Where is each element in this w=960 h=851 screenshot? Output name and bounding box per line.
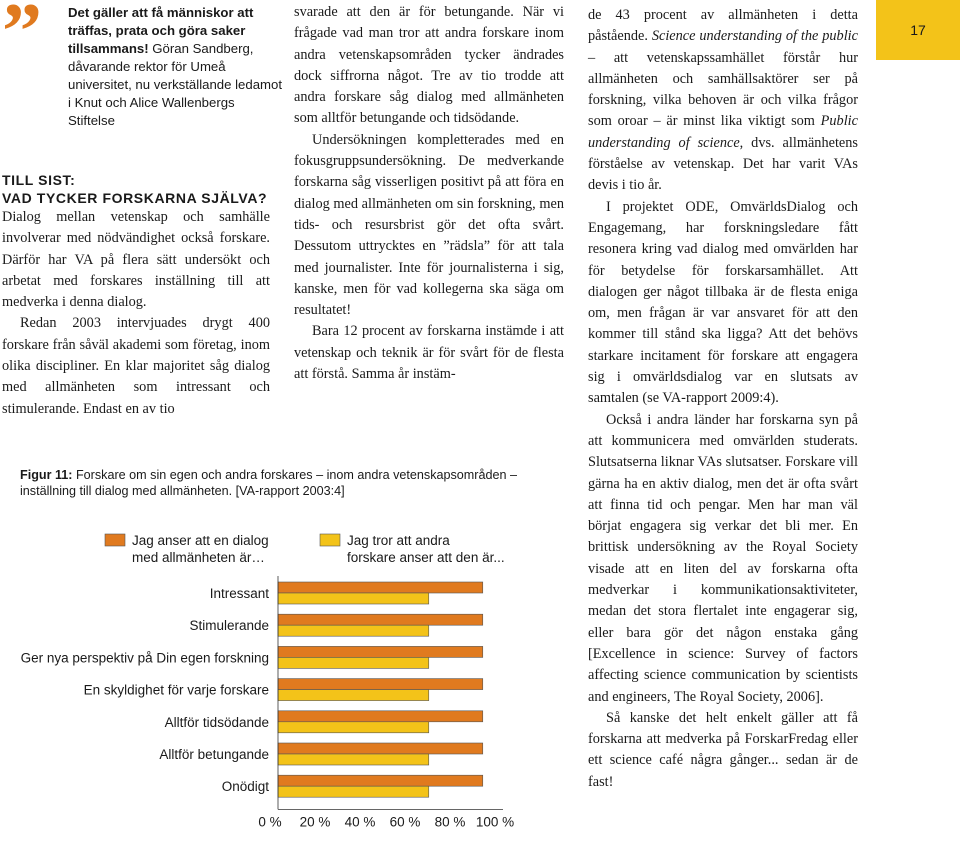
bar <box>278 614 483 625</box>
category-label: Onödigt <box>221 779 269 795</box>
body-column-1 <box>2 207 270 420</box>
legend-label: med allmänheten är… <box>132 550 265 565</box>
body-column-2 <box>294 2 564 385</box>
category-label: Alltför betungande <box>159 747 269 762</box>
x-tick-label: 40 % <box>344 814 376 830</box>
bar <box>278 743 483 754</box>
paragraph: Också i andra länder har forskarna syn på att kommunicera med omvärlden studerats. Slutsatserna liknar VAs slutsatser. Forskare vill gärna ha en aktiv dialog, men det är ofta svårt att finna tid och pengar. Men har man väl börjat engagera sig verkar det bli mer. En brittisk undersökning av the Royal Society visade att en liten del av forskarna ofta medverkar i kommunikationsaktiviteter, medan det stora flertalet inte engagerar sig, eller bara gör det någon enstaka gång [Excellence in science: Survey of factors affecting science communication by scientists and engineers, The Royal Society, 2006]. <box>588 411 858 705</box>
bar <box>278 711 483 722</box>
x-tick-label: 80 % <box>434 814 466 830</box>
x-tick-label: 20 % <box>299 814 331 830</box>
paragraph: Dialog mellan vetenskap och samhälle involverar med nödvändighet också forskare. Därför har VA på flera sätt undersökt och arbetat med forskares inställning till att medverka i denna dialog. <box>2 209 270 311</box>
category-label: En skyldighet för varje forskare <box>83 682 269 698</box>
category-label: Alltför tidsödande <box>164 714 269 730</box>
x-tick-label: 60 % <box>389 814 421 830</box>
bar <box>278 722 429 733</box>
body-column-3 <box>588 5 858 793</box>
legend-label: Jag anser att en dialog <box>132 533 269 548</box>
bar <box>278 679 483 690</box>
paragraph: I projektet ODE, OmvärldsDialog och Engagemang, har forskningsledare fått resonera kring vad dialog med omvärlden har för betydelse för forskarsamhället. Att dialogen ger något tillbaka är de flesta eniga om, men frågan är var ansvaret för att den kommer till stånd ska ligga? Att det behövs starkare incitament för forskare att engagera sig i omvärldsdialog var en slutsats av samtalen (se VA-rapport 2009:4). <box>588 198 858 407</box>
page-number: 17 <box>876 0 960 60</box>
emphasis: Science understanding of the public <box>651 28 858 45</box>
text-run: de 43 procent av allmänheten i detta påstående. <box>588 7 858 45</box>
bar <box>278 690 429 701</box>
section-heading-line2: VAD TYCKER FORSKARNA SJÄLVA? <box>2 190 268 206</box>
figure-caption <box>20 467 560 499</box>
bar <box>278 657 429 668</box>
legend-label: forskare anser att den är... <box>347 550 505 565</box>
figure-caption-text: Forskare om sin egen och andra forskares – inom andra vetenskapsområden – inställning till dialog med allmänheten. [VA-rapport 2003:4] <box>20 468 517 498</box>
bar <box>278 775 483 786</box>
section-heading <box>2 171 282 207</box>
quote-mark: ” <box>2 0 42 76</box>
legend-swatch <box>320 534 340 546</box>
section-heading-line1: TILL SIST: <box>2 172 76 188</box>
pull-quote <box>68 4 283 130</box>
paragraph: svarade att den är för betungande. När vi frågade vad man tror att andra forskare inom andra vetenskapsområden tycker ändrades dock siffrorna något. Tre av tio trodde att andra forskare såg dialog med allmänheten som alltför betungande och tidsödande. <box>294 4 564 127</box>
bar-chart <box>0 510 560 840</box>
pull-quote-attribution: Göran Sandberg, dåvarande rektor för Umeå universitet, nu verkställande ledamot i Knut och Alice Wallenbergs Stiftelse <box>68 41 283 128</box>
figure-number: Figur 11: <box>20 468 73 482</box>
bar <box>278 786 429 797</box>
emphasis: Public understanding of science <box>588 113 858 151</box>
text-run: – att vetenskapssamhället förstår hur allmänheten och samhällsaktörer ser på forskning, vilka behoven är och vilka frågor som oroar – är minst lika viktigt som <box>588 49 858 130</box>
bar <box>278 625 429 636</box>
legend-label: Jag tror att andra <box>347 533 450 548</box>
bar <box>278 754 429 765</box>
bar <box>278 582 483 593</box>
pull-quote-lead: Det gäller att få människor att träffas, prata och göra saker tillsammans! <box>68 5 254 56</box>
category-label: Stimulerande <box>189 618 269 634</box>
legend-swatch <box>105 534 125 546</box>
category-label: Ger nya perspektiv på Din egen forskning <box>20 650 269 666</box>
category-label: Intressant <box>209 586 269 601</box>
paragraph <box>588 5 858 197</box>
paragraph: Så kanske det helt enkelt gäller att få forskarna att medverka på ForskarFredag eller ett science café några gånger... sedan är de fast! <box>588 709 858 790</box>
bar <box>278 646 483 657</box>
paragraph: Redan 2003 intervjuades drygt 400 forskare från såväl akademi som företag, inom olika discipliner. En klar majoritet såg dialog med allmänheten som intressant och stimulerande. Endast en av tio <box>2 315 270 417</box>
paragraph: Bara 12 procent av forskarna instämde i att vetenskap och teknik är för svårt för de flesta att förstå. Samma år instäm- <box>294 323 564 383</box>
paragraph: Undersökningen kompletterades med en fokusgruppsundersökning. De medverkande forskarna såg visserligen positivt på att föra en dialog med allmänheten om sin forskning, men tids- och resursbrist gör det ofta svårt. Dessutom uttrycktes en ”rädsla” för att tala med journalister. Inte för journalisterna i sig, kanske, men för vad kollegerna ska säga om resultatet! <box>294 131 564 319</box>
x-tick-label: 0 % <box>258 814 282 830</box>
text-run: , dvs. allmänhetens förståelse av vetenskap. Det har varit VAs devis i tio år. <box>588 134 858 194</box>
x-tick-label: 100 % <box>475 814 515 830</box>
bar <box>278 593 429 604</box>
